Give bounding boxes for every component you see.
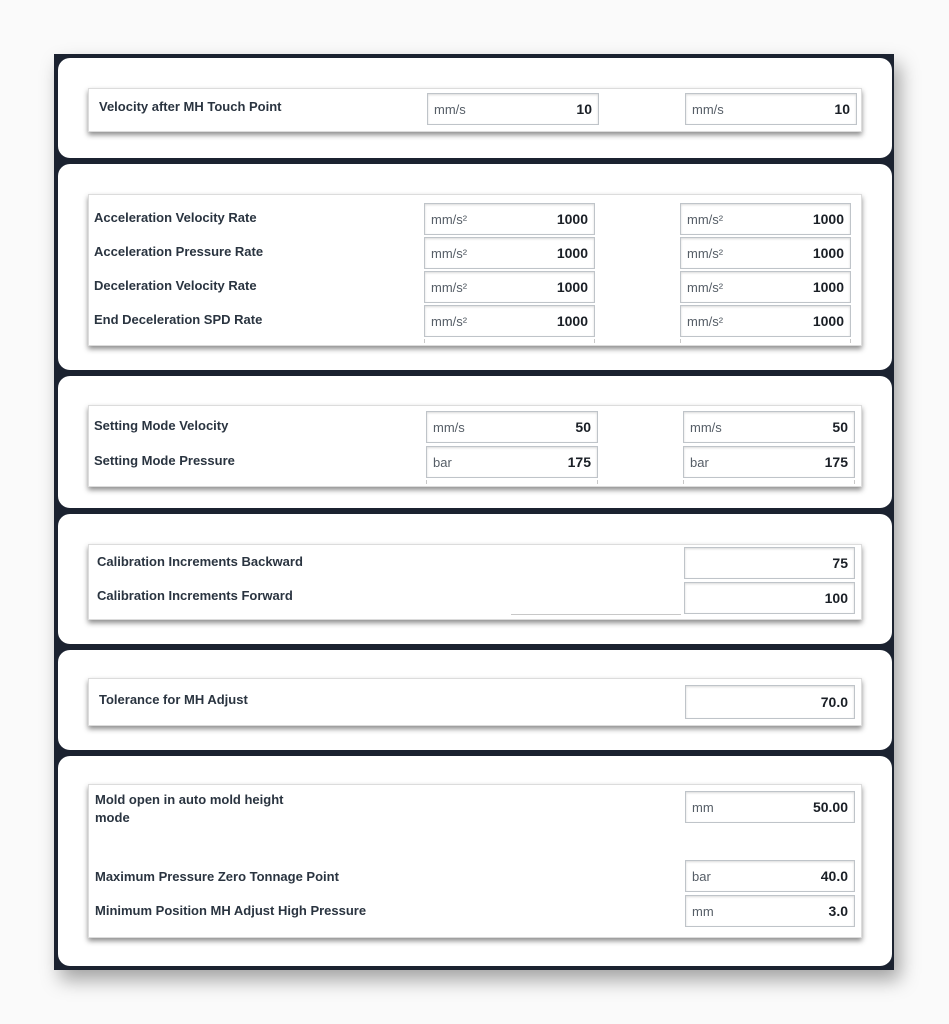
tolerance-panel — [88, 678, 862, 726]
unit-label: mm/s² — [431, 280, 468, 295]
acceleration-pressure-rate-field-1[interactable] — [424, 237, 595, 269]
unit-label: bar — [433, 455, 452, 470]
field-value: 1000 — [556, 211, 588, 227]
unit-label: mm/s — [434, 102, 466, 117]
rates-panel — [88, 194, 862, 346]
unit-label: mm/s² — [687, 212, 724, 227]
max-pressure-zero-tonnage-label: Maximum Pressure Zero Tonnage Point — [95, 869, 339, 884]
velocity-after-touch-field-1[interactable] — [427, 93, 599, 125]
deceleration-velocity-rate-field-1[interactable] — [424, 271, 595, 303]
mold-panel — [88, 784, 862, 938]
field-value: 10 — [576, 101, 592, 117]
unit-label: mm/s² — [687, 314, 724, 329]
field-value: 1000 — [556, 245, 588, 261]
unit-label: bar — [690, 455, 709, 470]
mold-open-label-line2: mode — [95, 810, 130, 825]
field-value: 50.00 — [812, 799, 848, 815]
calibration-panel — [88, 544, 862, 620]
field-value: 1000 — [812, 245, 844, 261]
field-value: 10 — [834, 101, 850, 117]
field-value: 3.0 — [828, 903, 848, 919]
setting-mode-velocity-field-1[interactable] — [426, 411, 598, 443]
unit-label: mm/s² — [687, 280, 724, 295]
unit-label: mm/s — [433, 420, 465, 435]
min-position-mh-adjust-label: Minimum Position MH Adjust High Pressure — [95, 903, 367, 918]
velocity-after-touch-label: Velocity after MH Touch Point — [99, 99, 282, 114]
acceleration-pressure-rate-label: Acceleration Pressure Rate — [94, 244, 264, 259]
unit-label: mm/s² — [687, 246, 724, 261]
mold-open-label-line1: Mold open in auto mold height — [95, 792, 284, 807]
calibration-increments-forward-field[interactable] — [684, 582, 855, 614]
field-value: 1000 — [812, 211, 844, 227]
acceleration-pressure-rate-field-2[interactable] — [680, 237, 851, 269]
tolerance-mh-adjust-label: Tolerance for MH Adjust — [99, 692, 248, 707]
tolerance-mh-adjust-field[interactable] — [685, 685, 855, 719]
field-value: 50 — [575, 419, 591, 435]
hidden-field-edge — [511, 614, 681, 615]
setting-mode-velocity-field-2[interactable] — [683, 411, 855, 443]
unit-label: bar — [692, 869, 711, 884]
setting-mode-velocity-label: Setting Mode Velocity — [94, 418, 229, 433]
next-row-field-edge — [424, 339, 595, 343]
field-value: 175 — [567, 454, 591, 470]
field-value: 70.0 — [820, 694, 848, 710]
deceleration-velocity-rate-field-2[interactable] — [680, 271, 851, 303]
next-row-field-edge — [680, 339, 851, 343]
setting-mode-pressure-label: Setting Mode Pressure — [94, 453, 235, 468]
field-value: 40.0 — [820, 868, 848, 884]
min-position-mh-adjust-field[interactable] — [685, 895, 855, 927]
velocity-after-touch-field-2[interactable] — [685, 93, 857, 125]
next-row-field-edge — [426, 480, 598, 484]
acceleration-velocity-rate-label: Acceleration Velocity Rate — [94, 210, 257, 225]
max-pressure-zero-tonnage-field[interactable] — [685, 860, 855, 892]
field-value: 1000 — [812, 279, 844, 295]
calibration-increments-backward-label: Calibration Increments Backward — [97, 554, 303, 569]
next-row-field-edge — [683, 480, 855, 484]
touch-point-panel — [88, 88, 862, 132]
end-deceleration-spd-rate-label: End Deceleration SPD Rate — [94, 312, 263, 327]
field-value: 75 — [832, 555, 848, 571]
unit-label: mm/s² — [431, 246, 468, 261]
setting-mode-pressure-field-1[interactable] — [426, 446, 598, 478]
acceleration-velocity-rate-field-1[interactable] — [424, 203, 595, 235]
unit-label: mm — [692, 904, 714, 919]
setting-mode-pressure-field-2[interactable] — [683, 446, 855, 478]
mold-open-field[interactable] — [685, 791, 855, 823]
unit-label: mm/s — [690, 420, 722, 435]
unit-label: mm/s² — [431, 314, 468, 329]
field-value: 1000 — [556, 313, 588, 329]
field-value: 175 — [824, 454, 848, 470]
deceleration-velocity-rate-label: Deceleration Velocity Rate — [94, 278, 257, 293]
field-value: 1000 — [556, 279, 588, 295]
setting-mode-panel — [88, 405, 862, 487]
field-value: 50 — [832, 419, 848, 435]
end-deceleration-spd-rate-field-2[interactable] — [680, 305, 851, 337]
field-value: 1000 — [812, 313, 844, 329]
end-deceleration-spd-rate-field-1[interactable] — [424, 305, 595, 337]
acceleration-velocity-rate-field-2[interactable] — [680, 203, 851, 235]
calibration-increments-backward-field[interactable] — [684, 547, 855, 579]
calibration-increments-forward-label: Calibration Increments Forward — [97, 588, 293, 603]
field-value: 100 — [824, 590, 848, 606]
unit-label: mm/s — [692, 102, 724, 117]
unit-label: mm/s² — [431, 212, 468, 227]
unit-label: mm — [692, 800, 714, 815]
